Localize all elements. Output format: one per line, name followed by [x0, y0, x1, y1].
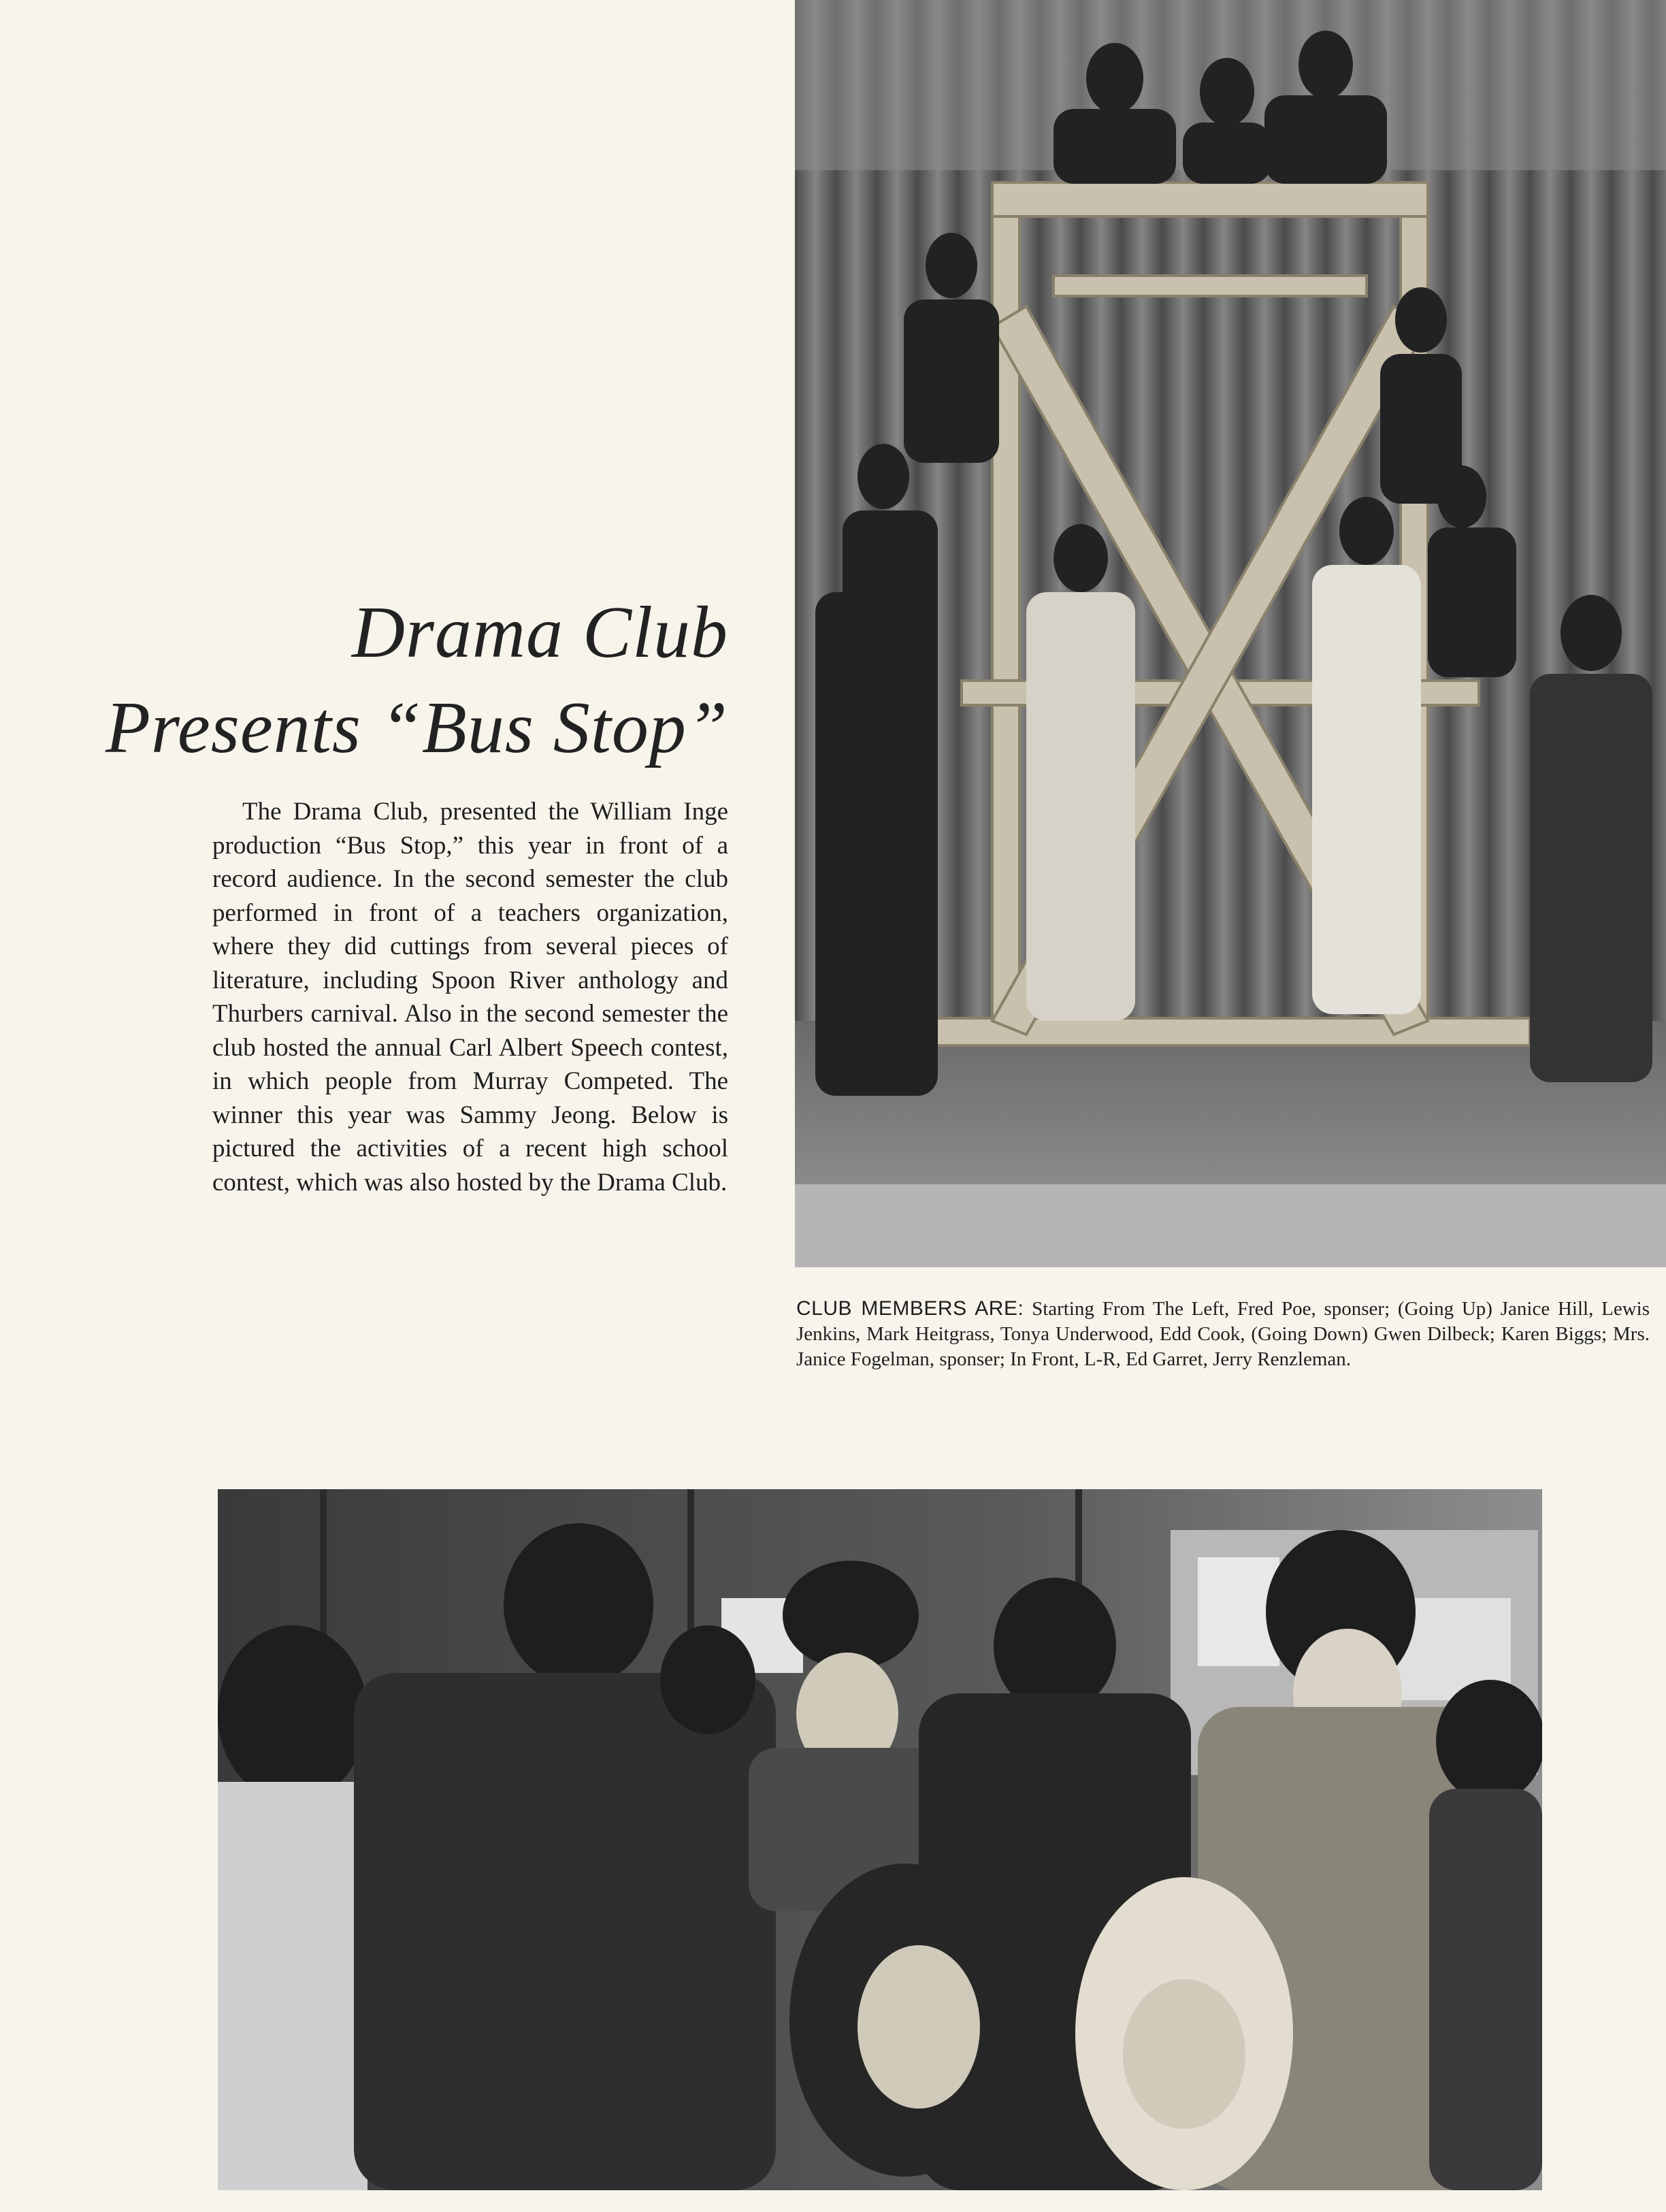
article-body: The Drama Club, presented the William Inge production “Bus Stop,” this year in front of a record audience. In the second semester the club performed in front of a teachers organization, where they did cuttings from several pieces of literature, including Spoon River anthology and Thurbers carnival. Also in the second semester the club hosted the annual Carl Albert Speech contest, in which people from Murray Competed. The winner this year was Sammy Jeong. Below is pictured the activities of a recent high school contest, which was also hosted by the Drama Club.: [212, 798, 728, 1197]
article-title: [105, 585, 728, 776]
photo-caption: [796, 1296, 1650, 1372]
club-members-photo: [795, 0, 1666, 1267]
caption-text: Starting From The Left, Fred Poe, sponser; (Going Up) Janice Hill, Lewis Jenkins, Mark Heitgrass, Tonya Underwood, Edd Cook, (Going Down) Gwen Dilbeck; Karen Biggs; Mrs. Janice Fogelman, sponser; In Front, L-R, Ed Garret, Jerry Renzleman.: [796, 1298, 1650, 1370]
caption-lead: CLUB MEMBERS ARE:: [796, 1297, 1024, 1320]
title-line-2: Presents “Bus Stop”: [105, 687, 728, 768]
title-line-1: Drama Club: [351, 592, 728, 673]
contest-activities-photo: [218, 1489, 1542, 2190]
